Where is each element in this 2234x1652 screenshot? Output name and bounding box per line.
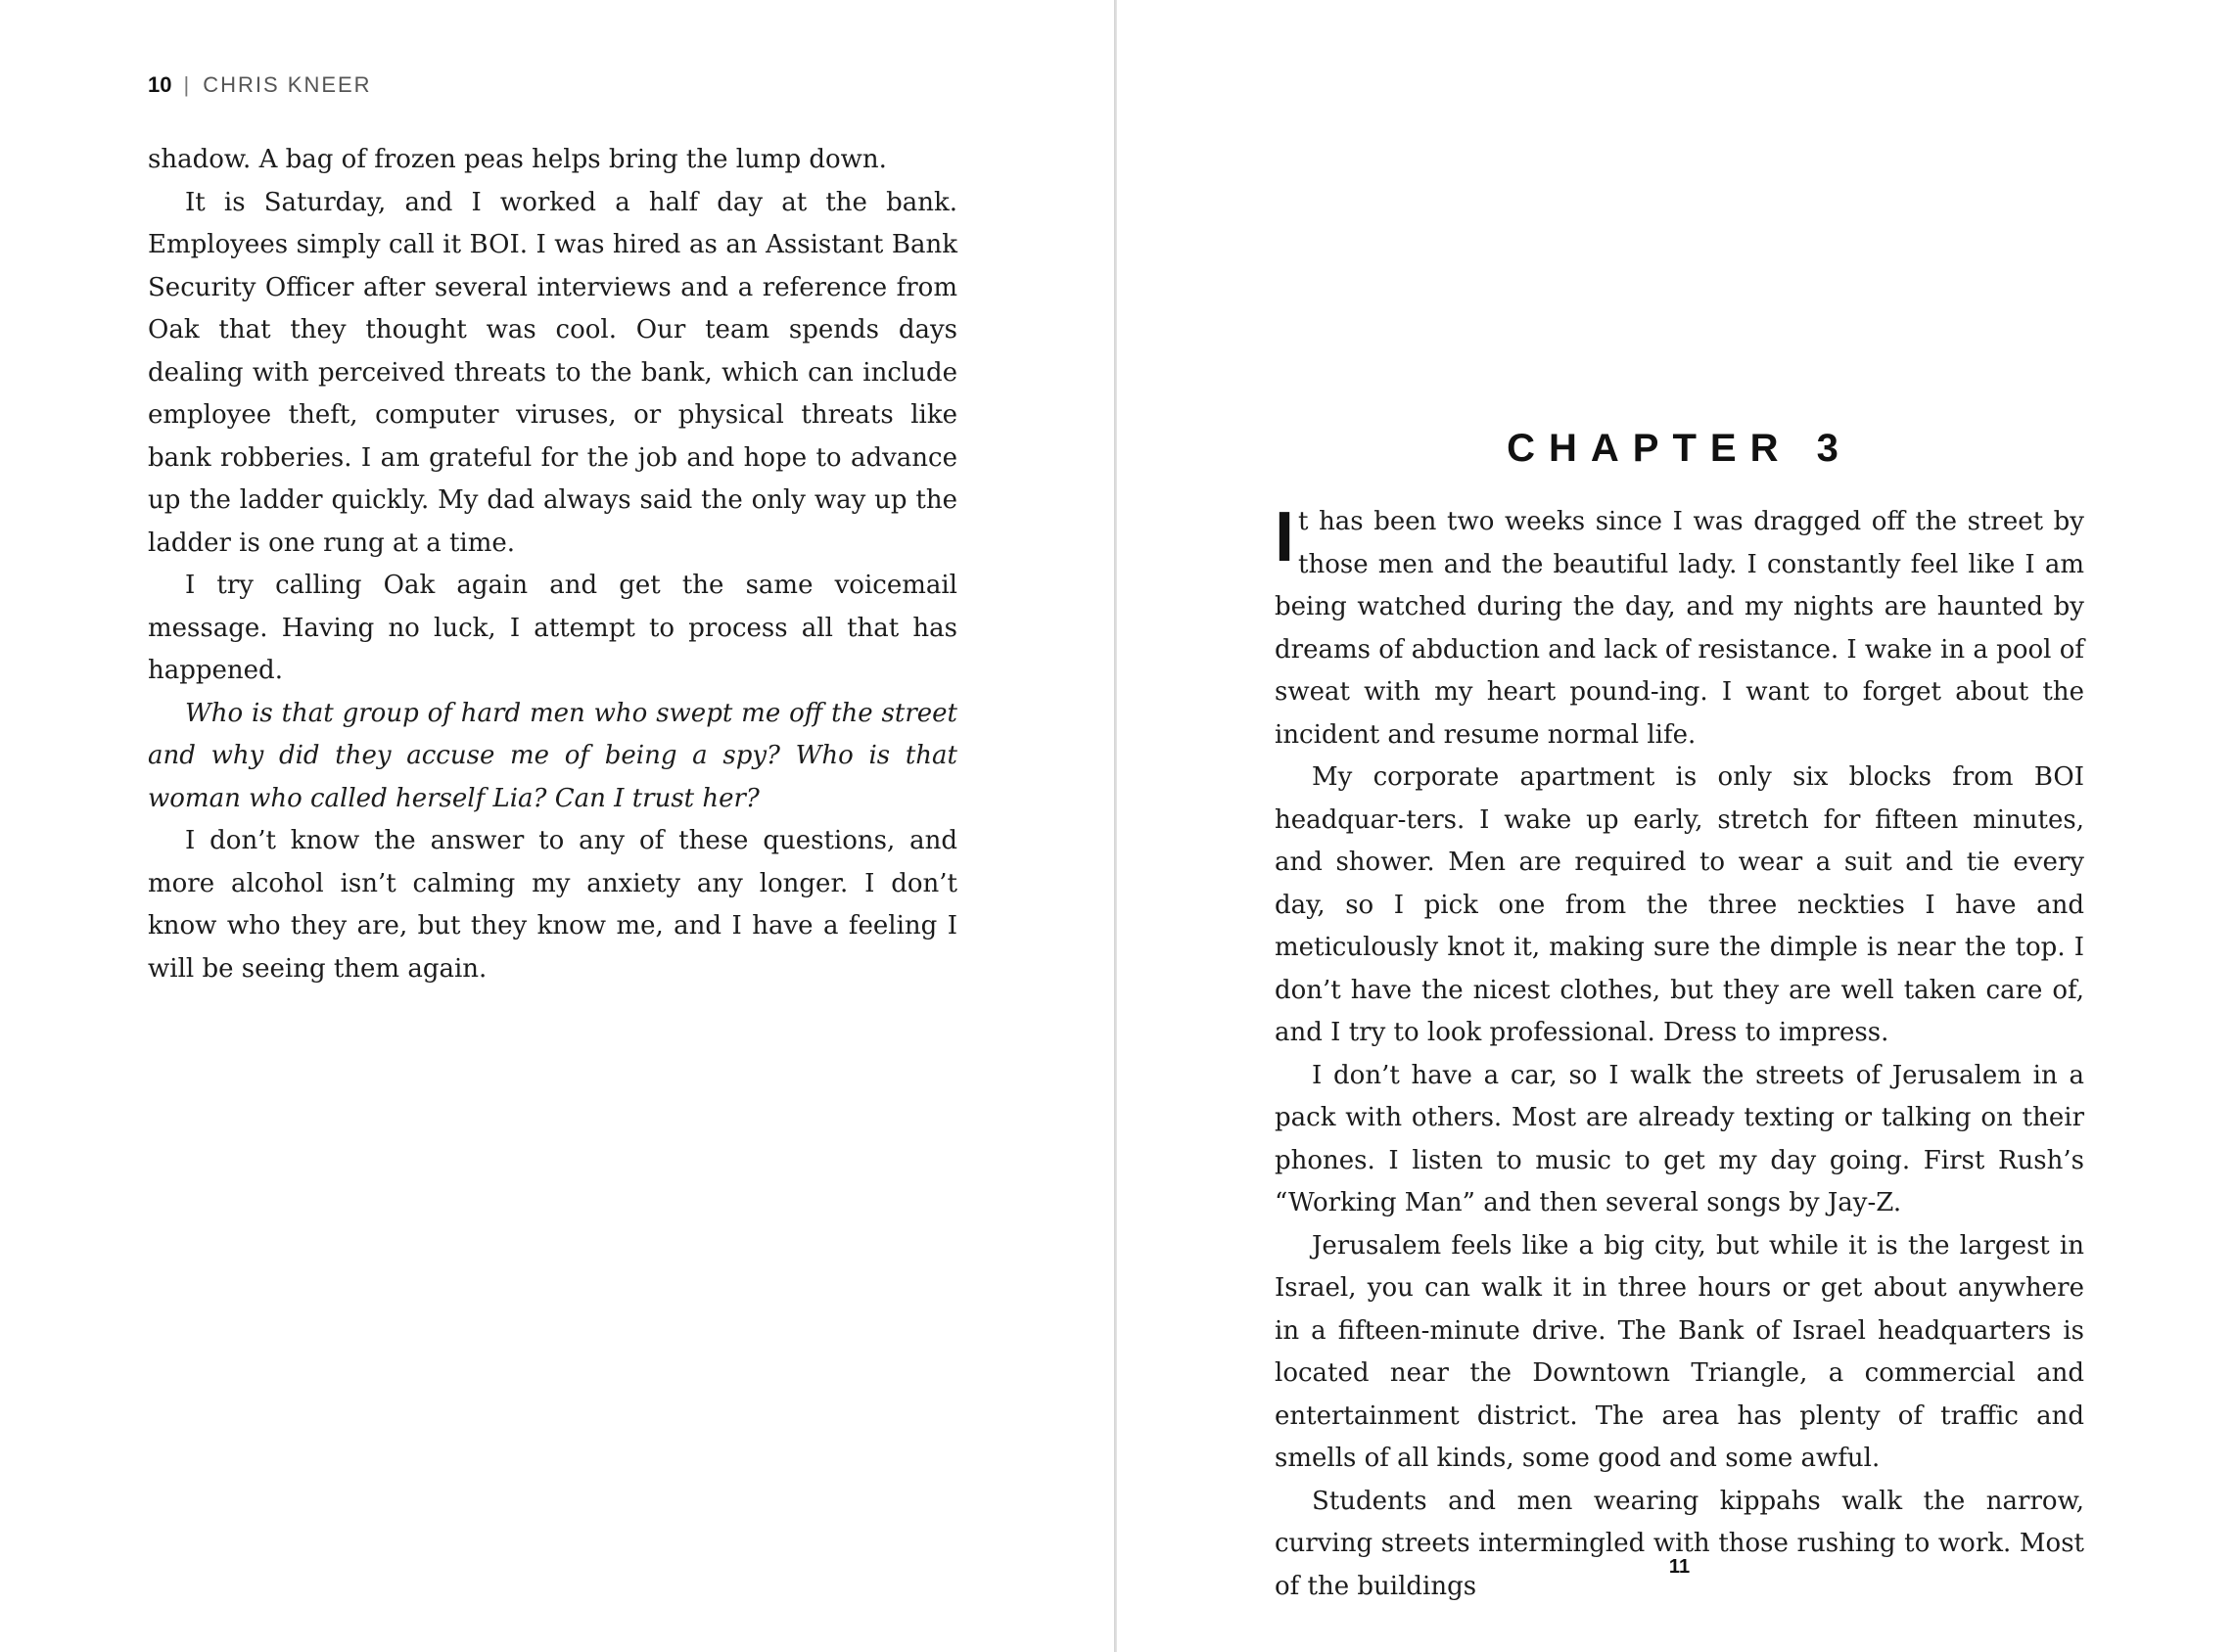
paragraph: Students and men wearing kippahs walk the narrow, curving streets intermingled with those rushing to work. Most of the buildings xyxy=(1275,1486,2084,1601)
paragraph-first xyxy=(1275,498,2084,757)
drop-cap: I xyxy=(1275,498,1295,576)
paragraph: It is Saturday, and I worked a half day at the bank. Employees simply call it BOI. I was hired as an Assistant Bank Security Officer after several interviews and a reference from Oak that they thought was cool. Our team spends days dealing with perceived threats to the bank, which can include employee theft, computer viruses, or physical threats like bank robberies. I am grateful for the job and hope to advance up the ladder quickly. My dad always said the only way up the ladder is one rung at a time. xyxy=(148,187,957,558)
left-page xyxy=(0,0,1114,1652)
paragraph: I don’t have a car, so I walk the streets of Jerusalem in a pack with others. Most are already texting or talking on their phones. I listen to music to get my day going. First Rush’s “Working Man” and then several songs by Jay-Z. xyxy=(1275,1060,2084,1217)
chapter-title: CHAPTER 3 xyxy=(1507,427,1852,470)
paragraph-first-text: t has been two weeks since I was dragged off the street by those men and the beautiful lady. I constantly feel like I am being watched during the day, and my nights are haunted by dreams of abduction and lack of resistance. I wake in a pool of sweat with my heart pound-ing. I want to forget about the incident and resume normal life. xyxy=(1275,507,2084,750)
paragraph: My corporate apartment is only six blocks from BOI headquar-ters. I wake up early, stretch for fifteen minutes, and shower. Men are required to wear a suit and tie every day, so I pick one from the three neckties I have and meticulously knot it, making sure the dimple is near the top. I don’t have the nicest clothes, but they are well taken care of, and I try to look professional. Dress to impress. xyxy=(1275,762,2084,1047)
paragraph-italic-thoughts: Who is that group of hard men who swept me off the street and why did they accuse me of being a spy? Who is that woman who called herself Lia? Can I trust her? xyxy=(148,698,957,813)
running-head-separator: | xyxy=(183,72,192,97)
page-number-right: 11 xyxy=(1668,1556,1691,1578)
page-number-left: 10 xyxy=(148,72,172,97)
paragraph: shadow. A bag of frozen peas helps bring the lump down. xyxy=(148,145,887,174)
running-head-author: CHRIS KNEER xyxy=(203,72,372,97)
left-page-body xyxy=(148,139,957,990)
paragraph: I don’t know the answer to any of these questions, and more alcohol isn’t calming my anxiety any longer. I don’t know who they are, but they know me, and I have a feeling I will be seeing them again. xyxy=(148,826,957,984)
paragraph: Jerusalem feels like a big city, but while it is the largest in Israel, you can walk it in three hours or get about anywhere in a fifteen-minute drive. The Bank of Israel headquarters is located near the Downtown Triangle, a commercial and entertainment district. The area has plenty of traffic and smells of all kinds, some good and some awful. xyxy=(1275,1230,2084,1473)
right-page-body xyxy=(1275,498,2084,1608)
running-head xyxy=(148,72,372,98)
paragraph: I try calling Oak again and get the same voicemail message. Having no luck, I attempt to process all that has happened. xyxy=(148,571,957,685)
